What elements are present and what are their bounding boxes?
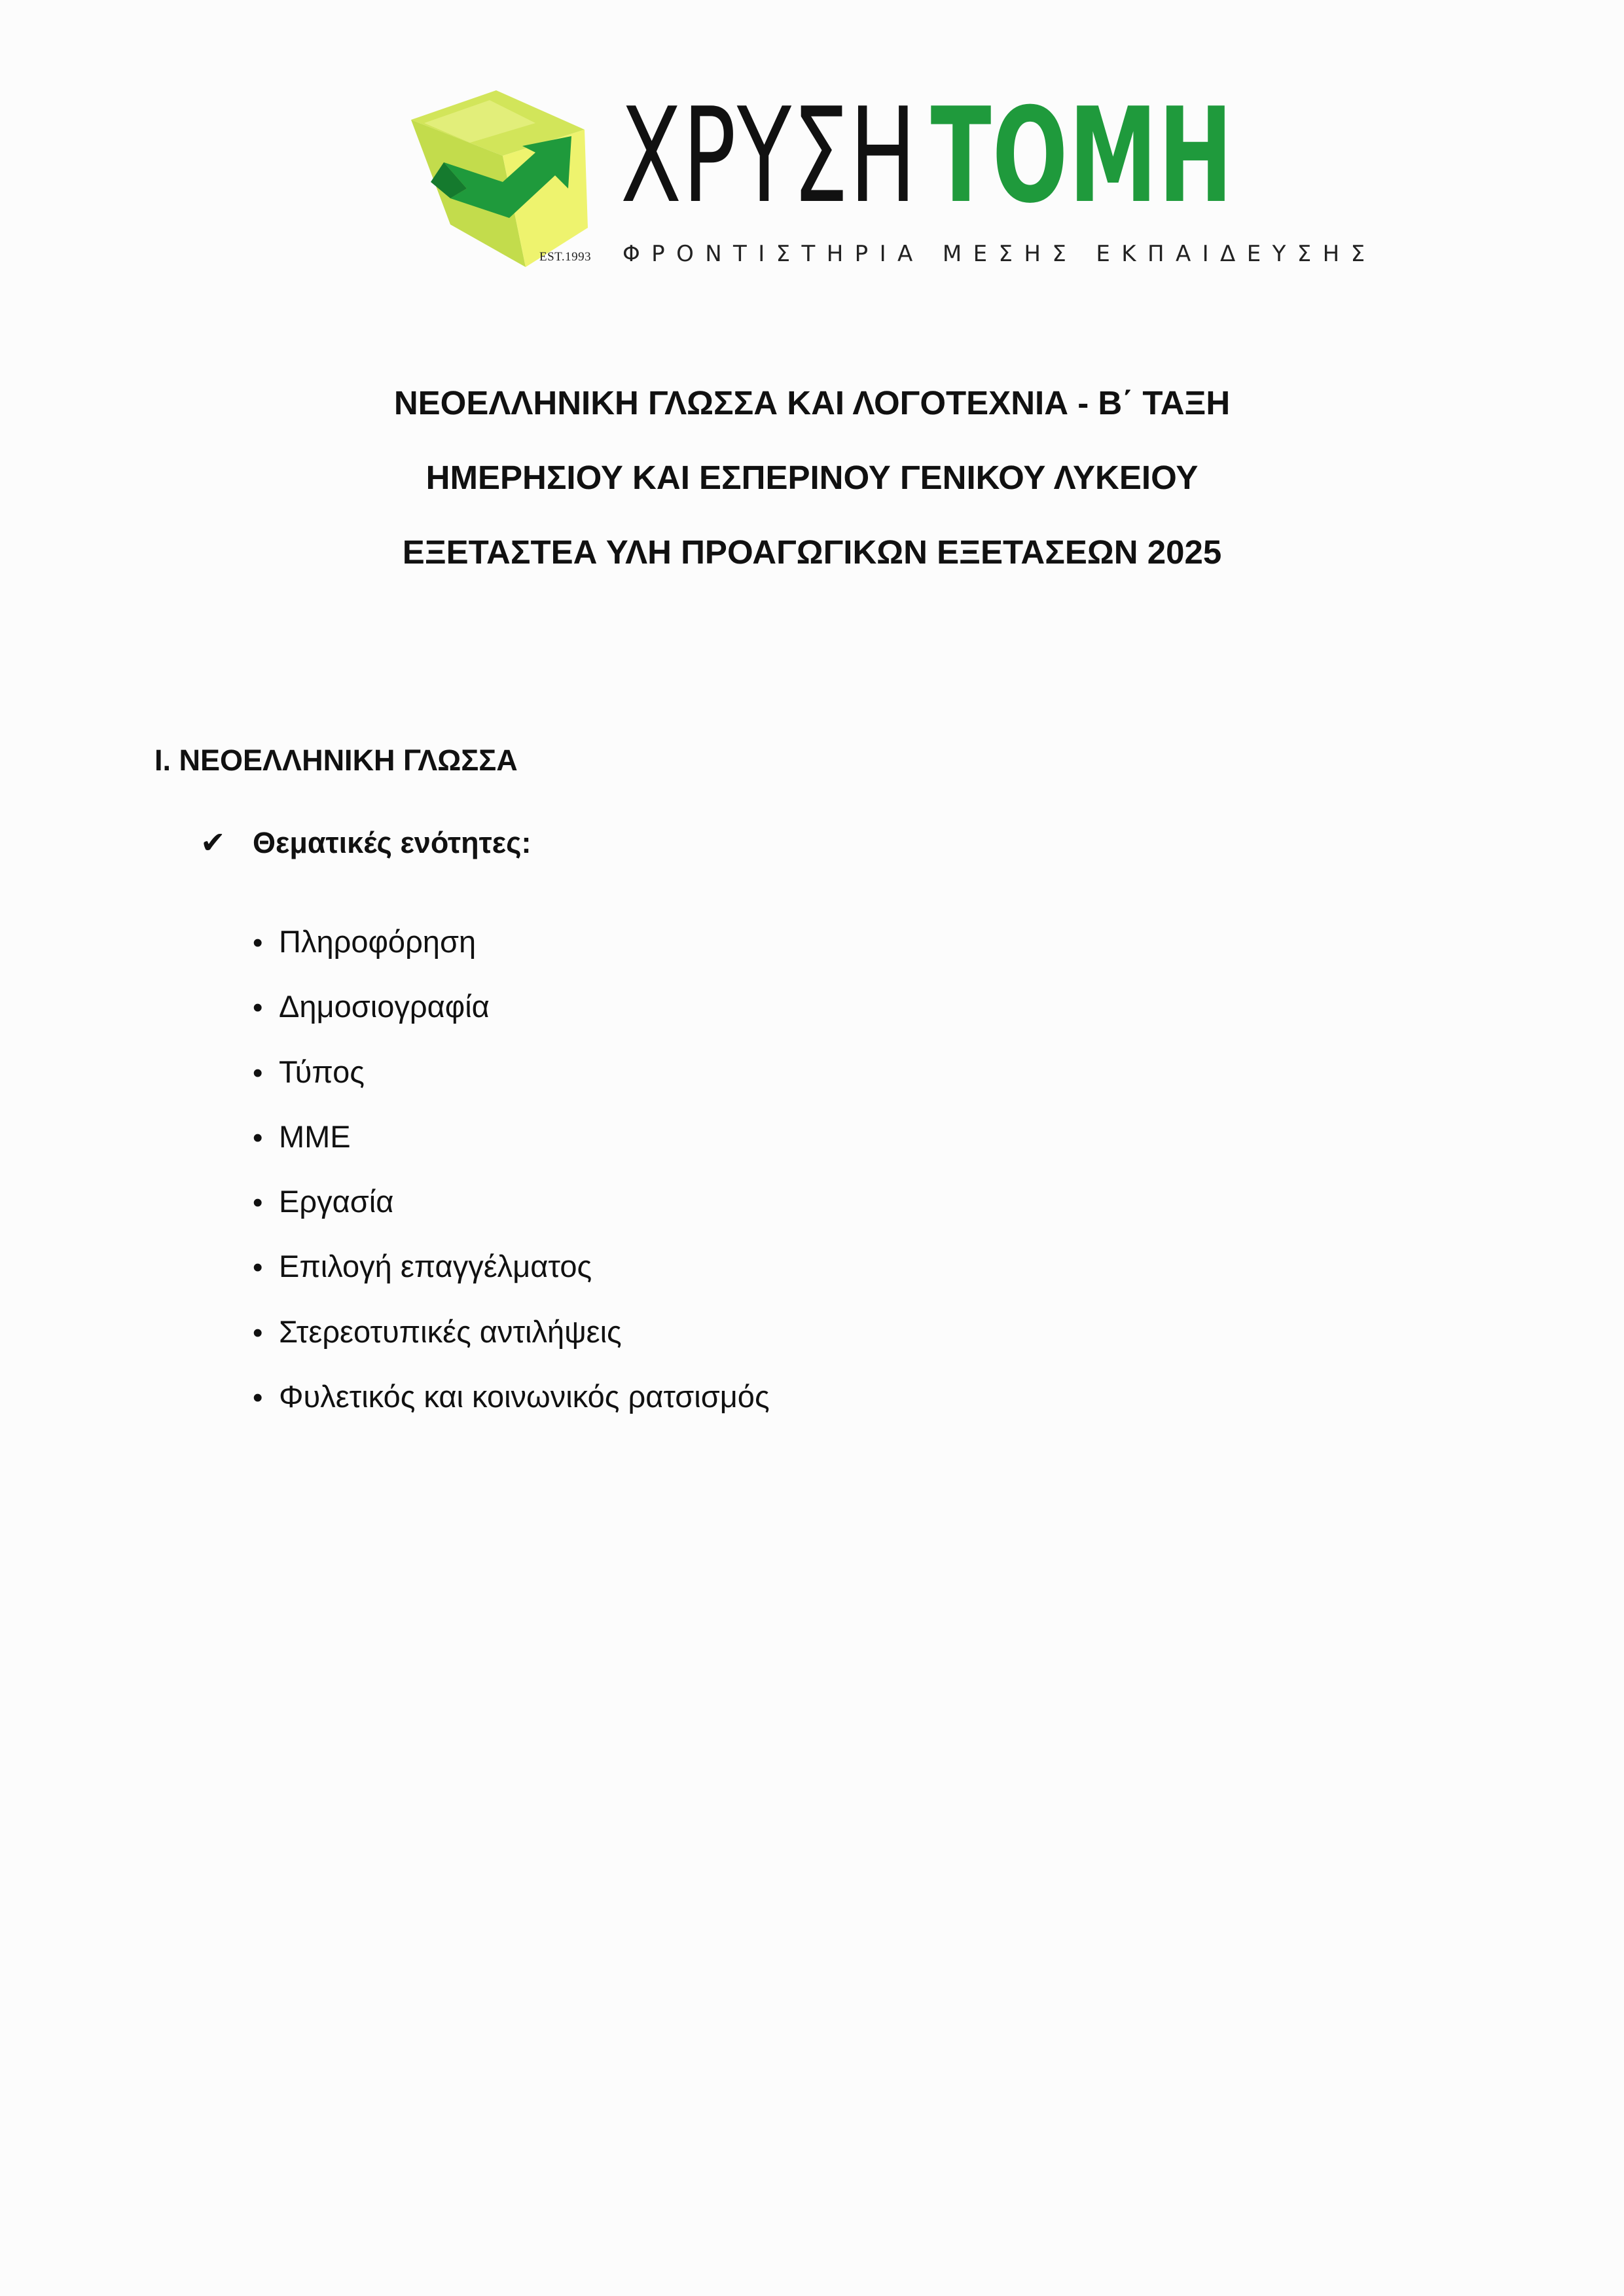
list-item-label: Τύπος [279,1054,365,1089]
section-heading: Ι. ΝΕΟΕΛΛΗΝΙΚΗ ΓΛΩΣΣΑ [154,744,518,777]
list-item [253,1179,770,1244]
list-item [253,920,770,984]
brand-tagline: ΦΡΟΝΤΙΣΤΗΡΙΑ ΜΕΣΗΣ ΕΚΠΑΙΔΕΥΣΗΣ [623,241,1377,267]
list-item [253,1310,770,1374]
topics-subheading-label: Θεματικές ενότητες: [253,826,532,859]
bullet-icon: • [253,1251,263,1284]
bullet-icon: • [253,1382,263,1414]
check-mark-icon: ✔ [200,825,226,860]
cube-arrow-logo-icon [405,84,594,274]
list-item-label: Εργασία [279,1184,394,1219]
bullet-icon: • [253,1316,263,1349]
list-item [253,984,770,1049]
document-title-line-3: ΕΞΕΤΑΣΤΕΑ ΥΛΗ ΠΡΟΑΓΩΓΙΚΩΝ ΕΞΕΤΑΣΕΩΝ 2025 [402,533,1222,571]
brand-name [621,80,1234,232]
list-item-label: Επιλογή επαγγέλματος [279,1249,592,1284]
established-year: EST.1993 [539,250,592,264]
bullet-icon: • [253,1121,263,1154]
document-title-line-2: ΗΜΕΡΗΣΙΟΥ ΚΑΙ ΕΣΠΕΡΙΝΟΥ ΓΕΝΙΚΟΥ ΛΥΚΕΙΟΥ [425,459,1199,496]
list-item-label: ΜΜΕ [279,1119,351,1154]
list-item [253,1244,770,1309]
bullet-icon: • [253,1056,263,1089]
bullet-icon: • [253,927,263,959]
list-item-label: Στερεοτυπικές αντιλήψεις [279,1314,622,1349]
document-title-line-1: ΝΕΟΕΛΛΗΝΙΚΗ ΓΛΩΣΣΑ ΚΑΙ ΛΟΓΟΤΕΧΝΙΑ - Β΄ ΤΑΞΗ [393,384,1231,422]
topics-subheading [200,825,531,860]
list-item-label: Πληροφόρηση [279,924,477,959]
list-item [253,1050,770,1115]
brand-logo [405,80,1377,274]
topics-list [253,920,770,1439]
list-item [253,1115,770,1179]
brand-name-part-2: ΤΟΜΗ [930,80,1234,232]
list-item-label: Φυλετικός και κοινωνικός ρατσισμός [279,1379,770,1414]
brand-name-part-1: ΧΡΥΣΗ [621,80,918,232]
bullet-icon: • [253,1187,263,1219]
bullet-icon: • [253,992,263,1024]
list-item [253,1374,770,1439]
list-item-label: Δημοσιογραφία [279,989,490,1024]
